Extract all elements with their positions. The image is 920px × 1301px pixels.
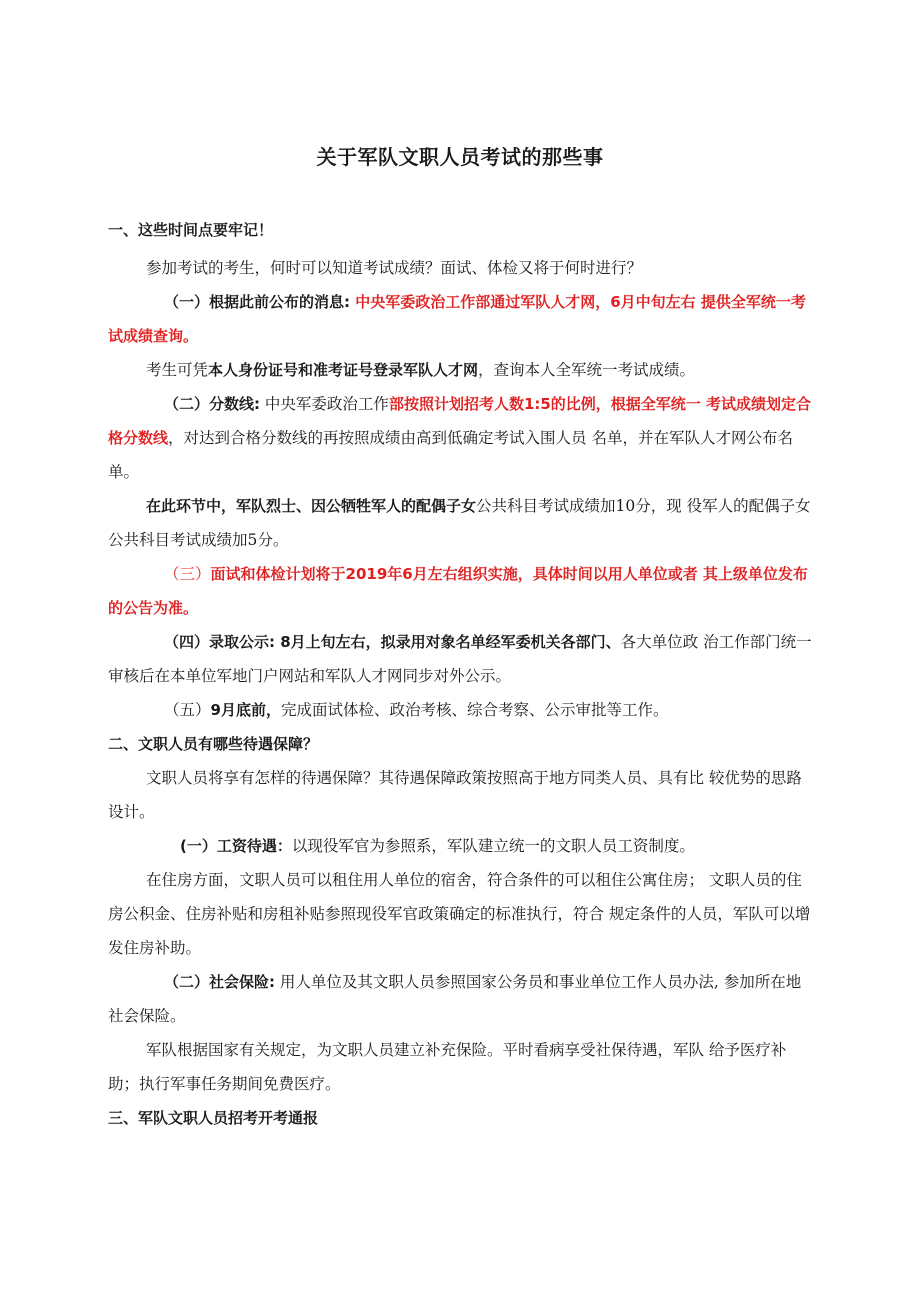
text-segment: 考生可凭 bbox=[146, 361, 209, 379]
paragraph-s1-login bbox=[108, 353, 814, 387]
text-segment: 以现役军官为参照系，军队建立统一的文职人员工资制度。 bbox=[291, 837, 695, 855]
paragraph-s2-intro: 文职人员将享有怎样的待遇保障？其待遇保障政策按照高于地方同类人员、具有比 较优势的思路设计。 bbox=[108, 769, 802, 821]
item-label: （三） bbox=[164, 565, 211, 583]
paragraph-s1-item5 bbox=[108, 693, 814, 727]
section-heading-1: 一、这些时间点要牢记！ bbox=[108, 221, 274, 239]
text-segment: 完成面试体检、政治考核、综合考察、公示审批等工作。 bbox=[280, 701, 669, 719]
highlight-text: 面试和体检计划将于2019年6月左右组织实施，具体时间以用人单位或者 其上级单位发布的公告为准。 bbox=[108, 565, 808, 617]
text-segment: 各大单位政 治工作部门统一审核后在本单位军地门户网站和军队人才网同步对外公示。 bbox=[108, 633, 812, 685]
item-label: （五） bbox=[164, 701, 211, 719]
paragraph-s1-item4 bbox=[108, 625, 814, 693]
text-segment: ，查询本人全军统一考试成绩。 bbox=[478, 361, 696, 379]
document-body bbox=[108, 213, 814, 1135]
paragraph-s1-item3 bbox=[108, 557, 814, 625]
paragraph-s2-insurance: 军队根据国家有关规定，为文职人员建立补充保险。平时看病享受社保待遇，军队 给予医疗补助；执行军事任务期间免费医疗。 bbox=[108, 1041, 787, 1093]
item-label: （二）社会保险: bbox=[164, 973, 275, 991]
paragraph-s1-intro: 参加考试的考生，何时可以知道考试成绩？面试、体检又将于何时进行？ bbox=[146, 259, 643, 277]
section-heading-3: 三、军队文职人员招考开考通报 bbox=[108, 1109, 319, 1127]
text-segment: ，对达到合格分数线的再按照成绩由高到低确定考试入围人员 名单，并在军队人才网公布名单。 bbox=[108, 429, 793, 481]
item-label: （二）分数线: bbox=[164, 395, 260, 413]
bold-text: 在此环节中，军队烈士、因公牺牲军人的配偶子女 bbox=[146, 497, 477, 515]
bold-text: 9月底前， bbox=[210, 701, 281, 719]
text-segment: 中央军委政治工作 bbox=[260, 395, 389, 413]
paragraph-s1-item1 bbox=[108, 285, 814, 353]
paragraph-s2-housing: 在住房方面，文职人员可以租住用人单位的宿舍，符合条件的可以租住公寓住房； 文职人员的住房公积金、住房补贴和房租补贴参照现役军官政策确定的标准执行，符合 规定条件的人员，军队可以增发住房补助。 bbox=[108, 871, 811, 957]
highlight-text: 部按照计划招考人数1:5的比例，根据全军统一 考试成绩划定合格分数线 bbox=[108, 395, 812, 447]
section-heading-2: 二、文职人员有哪些待遇保障？ bbox=[108, 735, 319, 753]
paragraph-s2-item2 bbox=[108, 965, 814, 1033]
paragraph-s2-item1 bbox=[108, 829, 814, 863]
item-label: （四）录取公示: bbox=[164, 633, 275, 651]
highlight-text: 中央军委政治工作部通过军队人才网，6月中旬左右 提供全军统一考试成绩查询。 bbox=[108, 293, 806, 345]
bold-text: 8月上旬左右，拟录用对象名单经军委机关各部门、 bbox=[275, 633, 621, 651]
bold-text: 本人身份证号和准考证号登录军队人才网 bbox=[208, 361, 479, 379]
paragraph-s1-bonus bbox=[108, 489, 814, 557]
item-label: （一）根据此前公布的消息: bbox=[164, 293, 350, 311]
text-segment: 公共科目考试成绩加10分，现 役军人的配偶子女公共科目考试成绩加5分。 bbox=[108, 497, 811, 549]
text-segment: 用人单位及其文职人员参照国家公务员和事业单位工作人员办法, 参加所在地社会保险。 bbox=[108, 973, 802, 1025]
paragraph-s1-item2 bbox=[108, 387, 814, 489]
item-label: (一）工资待遇： bbox=[180, 837, 292, 855]
document-title: 关于军队文职人员考试的那些事 bbox=[316, 145, 604, 169]
